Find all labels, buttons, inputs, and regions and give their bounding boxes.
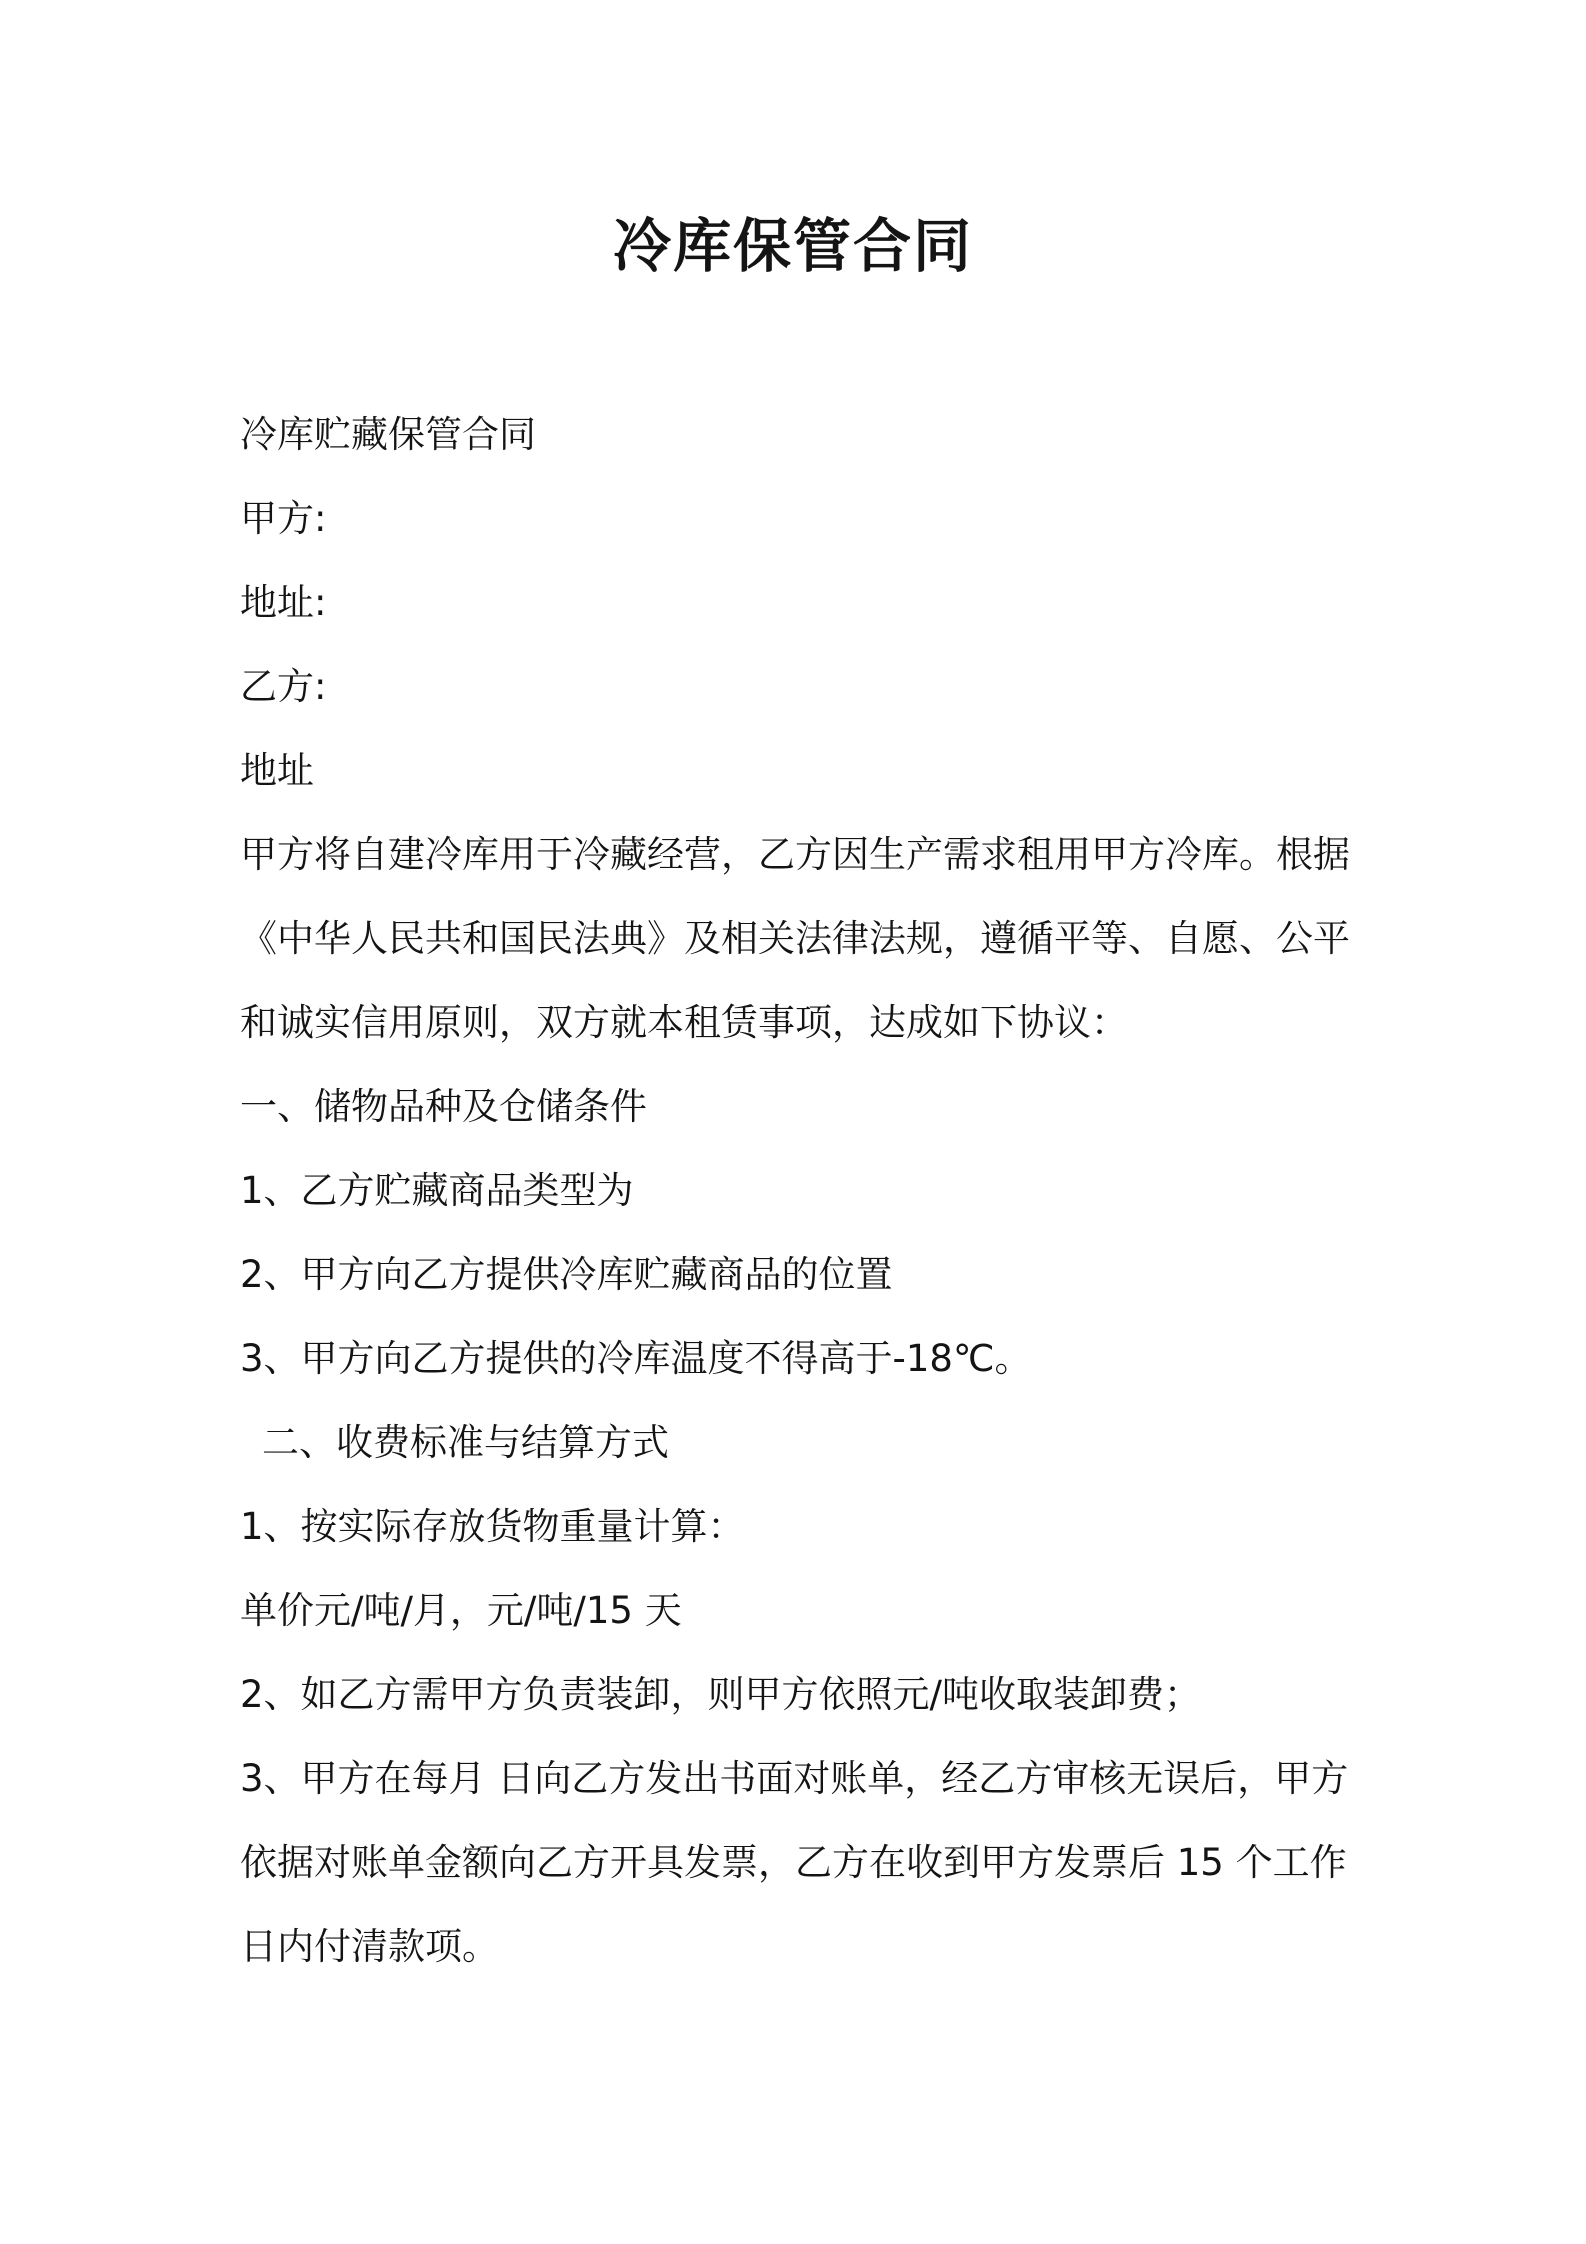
clause-1-2: 2、甲方向乙方提供冷库贮藏商品的位置 bbox=[240, 1253, 893, 1296]
clause-2-3-line-1: 3、甲方在每月 日向乙方发出书面对账单，经乙方审核无误后，甲方 bbox=[240, 1757, 1349, 1800]
contract-subtitle: 冷库贮藏保管合同 bbox=[240, 413, 536, 456]
unit-price-line: 单价元/吨/月，元/吨/15 天 bbox=[240, 1589, 682, 1632]
preamble-line-1: 甲方将自建冷库用于冷藏经营，乙方因生产需求租用甲方冷库。根据 bbox=[240, 833, 1350, 876]
clause-2-3-line-3: 日内付清款项。 bbox=[240, 1925, 499, 1968]
document-title: 冷库保管合同 bbox=[612, 212, 973, 280]
preamble-line-3: 和诚实信用原则，双方就本租赁事项，达成如下协议： bbox=[240, 1001, 1128, 1044]
clause-1-3: 3、甲方向乙方提供的冷库温度不得高于-18℃。 bbox=[240, 1337, 1032, 1380]
section-heading-1: 一、储物品种及仓储条件 bbox=[240, 1085, 647, 1128]
clause-2-3-line-2: 依据对账单金额向乙方开具发票，乙方在收到甲方发票后 15 个工作 bbox=[240, 1841, 1347, 1884]
party-a-label: 甲方: bbox=[240, 497, 327, 540]
party-b-label: 乙方: bbox=[240, 665, 327, 708]
clause-2-1: 1、按实际存放货物重量计算： bbox=[240, 1505, 745, 1548]
clause-2-2: 2、如乙方需甲方负责装卸，则甲方依照元/吨收取装卸费； bbox=[240, 1673, 1202, 1716]
party-a-address-label: 地址: bbox=[240, 581, 327, 624]
party-b-address-label: 地址 bbox=[240, 749, 314, 792]
clause-1-1: 1、乙方贮藏商品类型为 bbox=[240, 1169, 634, 1212]
preamble-line-2: 《中华人民共和国民法典》及相关法律法规，遵循平等、自愿、公平 bbox=[240, 917, 1350, 960]
section-heading-2: 二、收费标准与结算方式 bbox=[262, 1421, 669, 1464]
